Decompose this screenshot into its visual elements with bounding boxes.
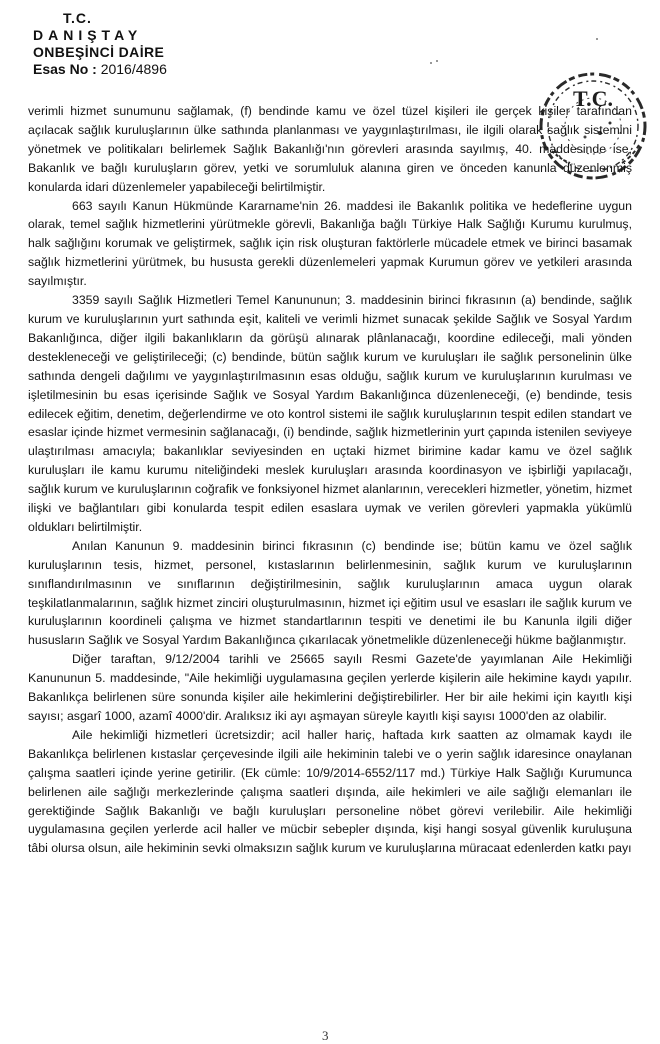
header-case: [33, 61, 167, 78]
body-paragraph: Diğer taraftan, 9/12/2004 tarihli ve 25665 sayılı Resmi Gazete'de yayımlanan Aile Hekimliği Kanununun 5. maddesinde, "Aile hekimliği uygulamasına geçilen yerlerde kişilerin aile hekimine kaydı yapılır. Bakanlıkça belirlenen süre sonunda kişiler aile hekimlerini değiştirebilirler. Her bir aile hekimi için kayıtlı kişi sayısı; asgarî 1000, azamî 4000'dir. Aralıksız iki ayı aşmayan süreyle kayıtlı kişi sayısı 1000'den az olabilir.: [28, 652, 632, 723]
body-paragraph: verimli hizmet sunumunu sağlamak, (f) bendinde kamu ve özel tüzel kişileri ile gerçek kişiler tarafından açılacak sağlık kuruluşlarının ülke sathında planlanması ve yaygınlaştırılması, ile ilgili olarak sağlık sistemini yönetmek ve politikaları belirlemek Sağlık Bakanlığı'nın görevleri arasında sayılmış, 40. maddesinde ise, Bakanlık ve bağlı kuruluşların görev, yetki ve sorumluluk alanına giren ve önceden kanunla düzenlenmiş konularda idari düzenlemeler yapabileceği belirtilmiştir.: [28, 104, 632, 194]
body-paragraph: 3359 sayılı Sağlık Hizmetleri Temel Kanununun; 3. maddesinin birinci fıkrasının (a) bendinde, sağlık kurum ve kuruluşlarının yurt sathında eşit, kaliteli ve verimli hizmet sunacak şekilde Sağlık ve Sosyal Yardım Bakanlığınca, diğer ilgili bakanlıkların da görüşü alınarak plânlanacağı, koordine edileceği, mali yönden destekleneceği ve geliştirileceği; (c) bendinde, bütün sağlık kurum ve kuruluşları ile sağlık personelinin ülke sathında dengeli dağılımı ve yaygınlaştırılmasının esas olduğu, sağlık kurum ve kuruluşlarının kurulması ve işletilmesinin bu esas içerisinde Sağlık ve Sosyal Yardım Bakanlığınca düzenleneceği, (e) bendinde, tesis edilecek eğitim, denetim, değerlendirme ve oto kontrol sistemi ile sağlık kuruluşlarının tespit edilen standart ve esaslar içinde hizmet vermesinin sağlanacağı, (i) bendinde, sağlık hizmetlerinin yurt çapında istenilen seviyeye ulaştırılması amacıyla; bakanlıklar seviyesinden en uçtaki hizmet birimine kadar kamu ve özel sağlık kuruluşları ile kamu kurumu niteliğindeki meslek kuruluşları arasında koordinasyon ve işbirliği yapılacağı, sağlık kurum ve kuruluşlarının coğrafik ve fonksiyonel hizmet alanlarının, verecekleri hizmetler, yönetim, hizmet ilişki ve bağlantıları gibi konularda tespit edilen esaslara uymak ve verilen görevleri yapmakla yükümlü oldukları belirtilmiştir.: [28, 293, 632, 534]
body-paragraph: Anılan Kanunun 9. maddesinin birinci fıkrasının (c) bendinde ise; bütün kamu ve özel sağlık kuruluşlarının tesis, hizmet, personel, kıstaslarının belirlenmesinin, sağlık kurum ve kuruluşlarının sınıflandırılmasının ve sınıflarının değiştirilmesinin, sağlık kuruluşlarının amaca uygun olarak teşkilatlanmalarının, sağlık hizmet zinciri oluşturulmasının, hizmet içi eğitim usul ve esasları ile sağlık kurum ve kuruluşlarının koordineli çalışma ve hizmet standartlarının tespiti ve denetimi ile bu Kanunla ilgili diğer hususların Sağlık ve Sosyal Yardım Bakanlığınca çıkarılacak yönetmelikle düzenleneceği hükme bağlanmıştır.: [28, 538, 632, 648]
seal-text: T.C.: [573, 86, 613, 111]
page-number: 3: [322, 1028, 329, 1043]
header-department: ONBEŞİNCİ DAİRE: [33, 44, 165, 60]
case-number: 2016/4896: [100, 61, 167, 77]
scan-speck: [596, 38, 598, 40]
scan-speck: [436, 60, 438, 62]
case-label: Esas No :: [33, 61, 97, 77]
document-header: [33, 10, 167, 78]
document-body: [28, 102, 632, 858]
scan-speck: [430, 62, 432, 64]
body-paragraph: 663 sayılı Kanun Hükmünde Kararname'nin 26. maddesi ile Bakanlık politika ve hedeflerine uygun olarak, temel sağlık hizmetlerini yürütmekle görevli, Bakanlığa bağlı Türkiye Halk Sağlığı Kurumu kurulmuş, halk sağlığını korumak ve geliştirmek, sağlık için risk oluşturan faktörlerle mücadele etmek ve birinci basamak sağlık hizmetlerini yürütmek, bu hususta gerekli düzenlemeleri yapmak Kurumun görev ve yetkileri arasında sayılmıştır.: [28, 198, 632, 289]
body-paragraph: Aile hekimliği hizmetleri ücretsizdir; acil haller hariç, haftada kırk saatten az olmamak kaydı ile Bakanlıkça belirlenen kıstaslar çerçevesinde ilgili aile hekiminin talebi ve o yerin sağlık idaresince onaylanan çalışma saatleri içinde yerine getirilir. (Ek cümle: 10/9/2014-6552/117 md.) Türkiye Halk Sağlığı Kurumunca belirlenen aile sağlığı merkezlerinde çalışma saatleri dışında, aile hekimleri ve aile sağlığı elemanları ile gerektiğinde Sağlık Bakanlığı ve bağlı kuruluşları personeline nöbet görevi verilebilir. Aile hekimliği uygulamasına geçilen yerlerde acil haller ve mücbir sebepler dışında, kişi hangi sosyal güvenlik kuruluşuna tâbi olursa olsun, aile hekiminin sevki olmaksızın sağlık kurum ve kuruluşlarına müracaat edenlerden katkı payı: [28, 727, 632, 856]
header-tc: T.C.: [63, 10, 92, 26]
header-court: DANIŞTAY: [33, 27, 143, 43]
